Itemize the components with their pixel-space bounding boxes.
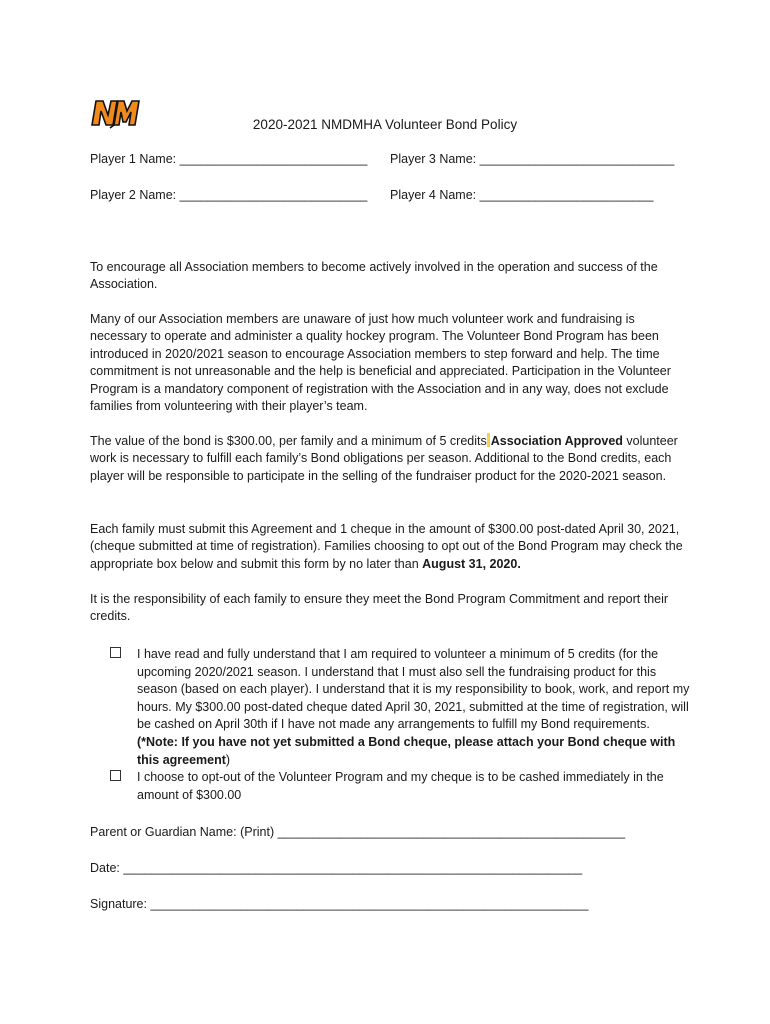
opt-out-text: I choose to opt-out of the Volunteer Program and my cheque is to be cashed immediately in the amount of $300.00 [137, 770, 664, 802]
submission-text: Each family must submit this Agreement and 1 cheque in the amount of $300.00 post-dated April 30, 2021, (cheque submitted at time of registration). Families choosing to opt out of the Bond Program may check the appropriate box below and submit this form by no later than [90, 522, 683, 571]
signature-blank: _______________________________________________________________ [150, 897, 589, 911]
date-field[interactable] [90, 861, 582, 875]
signature-label: Signature: [90, 897, 151, 911]
agree-note-close: ) [225, 752, 231, 767]
player-2-name-field[interactable] [90, 188, 367, 202]
player-4-label: Player 4 Name: [390, 188, 477, 202]
player-4-name-field[interactable] [390, 188, 653, 202]
player-1-name-field[interactable] [90, 152, 367, 166]
agree-text: I have read and fully understand that I am required to volunteer a minimum of 5 credits (for the upcoming 2020/2021 season. I understand that I must also sell the fundraising product for this season (based on each player). I understand that it is my responsibility to book, work, and report my hours. My $300.00 post-dated cheque dated April 30, 2021, submitted at the time of registration, will be cashed on April 30th if I have not made any arrangements to fulfill my Bond requirements. [137, 647, 690, 732]
bond-value-text-b: volunteer work is necessary to fulfill each family’s Bond obligations per season. Additional to the Bond credits, each player will be responsible to participate in the selling of the fundraiser product for the 2020-2021 season. [90, 434, 678, 483]
guardian-blank: __________________________________________________ [277, 825, 626, 839]
document-title: 2020-2021 NMDMHA Volunteer Bond Policy [252, 117, 518, 132]
player-4-blank: _________________________ [479, 188, 654, 202]
player-3-label: Player 3 Name: [390, 152, 477, 166]
volunteer-need-paragraph: Many of our Association members are unaware of just how much volunteer work and fundraising is necessary to operate and administer a quality hockey program. The Volunteer Bond Program has been introduced in 2020/2021 season to encourage Association members to step forward and help. The time commitment is not unreasonable and the help is beneficial and appreciated. Participation in the Volunteer Program is a mandatory component of registration with the Association and in any way, does not exclude families from volunteering with their player’s team. [90, 312, 671, 414]
bond-value-text-a: The value of the bond is $300.00, per family and a minimum of 5 credits [90, 434, 487, 448]
guardian-label: Parent or Guardian Name: (Print) [90, 825, 278, 839]
player-2-label: Player 2 Name: [90, 188, 177, 202]
player-2-blank: ___________________________ [179, 188, 368, 202]
opt-out-checkbox[interactable] [110, 770, 121, 781]
agree-checkbox-item[interactable] [110, 646, 690, 769]
text-highlight-marker [487, 433, 490, 447]
player-3-blank: ____________________________ [479, 152, 675, 166]
signature-field[interactable] [90, 897, 588, 911]
intro-paragraph: To encourage all Association members to become actively involved in the operation and success of the Association. [90, 260, 658, 292]
submission-deadline: August 31, 2020. [422, 556, 521, 571]
bond-value-bold: Association Approved [490, 434, 623, 448]
opt-out-checkbox-item[interactable] [110, 769, 690, 804]
player-1-blank: ___________________________ [179, 152, 368, 166]
player-1-label: Player 1 Name: [90, 152, 177, 166]
submission-paragraph [90, 521, 690, 573]
date-blank: __________________________________________________________________ [123, 861, 583, 875]
responsibility-paragraph: It is the responsibility of each family to ensure they meet the Bond Program Commitment and report their credits. [90, 592, 669, 624]
agree-note: (*Note: If you have not yet submitted a Bond cheque, please attach your Bond cheque with this agreement [137, 734, 676, 767]
guardian-name-field[interactable] [90, 825, 625, 839]
bond-value-paragraph [90, 433, 690, 485]
player-3-name-field[interactable] [390, 152, 674, 166]
date-label: Date: [90, 861, 124, 875]
agree-checkbox[interactable] [110, 647, 121, 658]
